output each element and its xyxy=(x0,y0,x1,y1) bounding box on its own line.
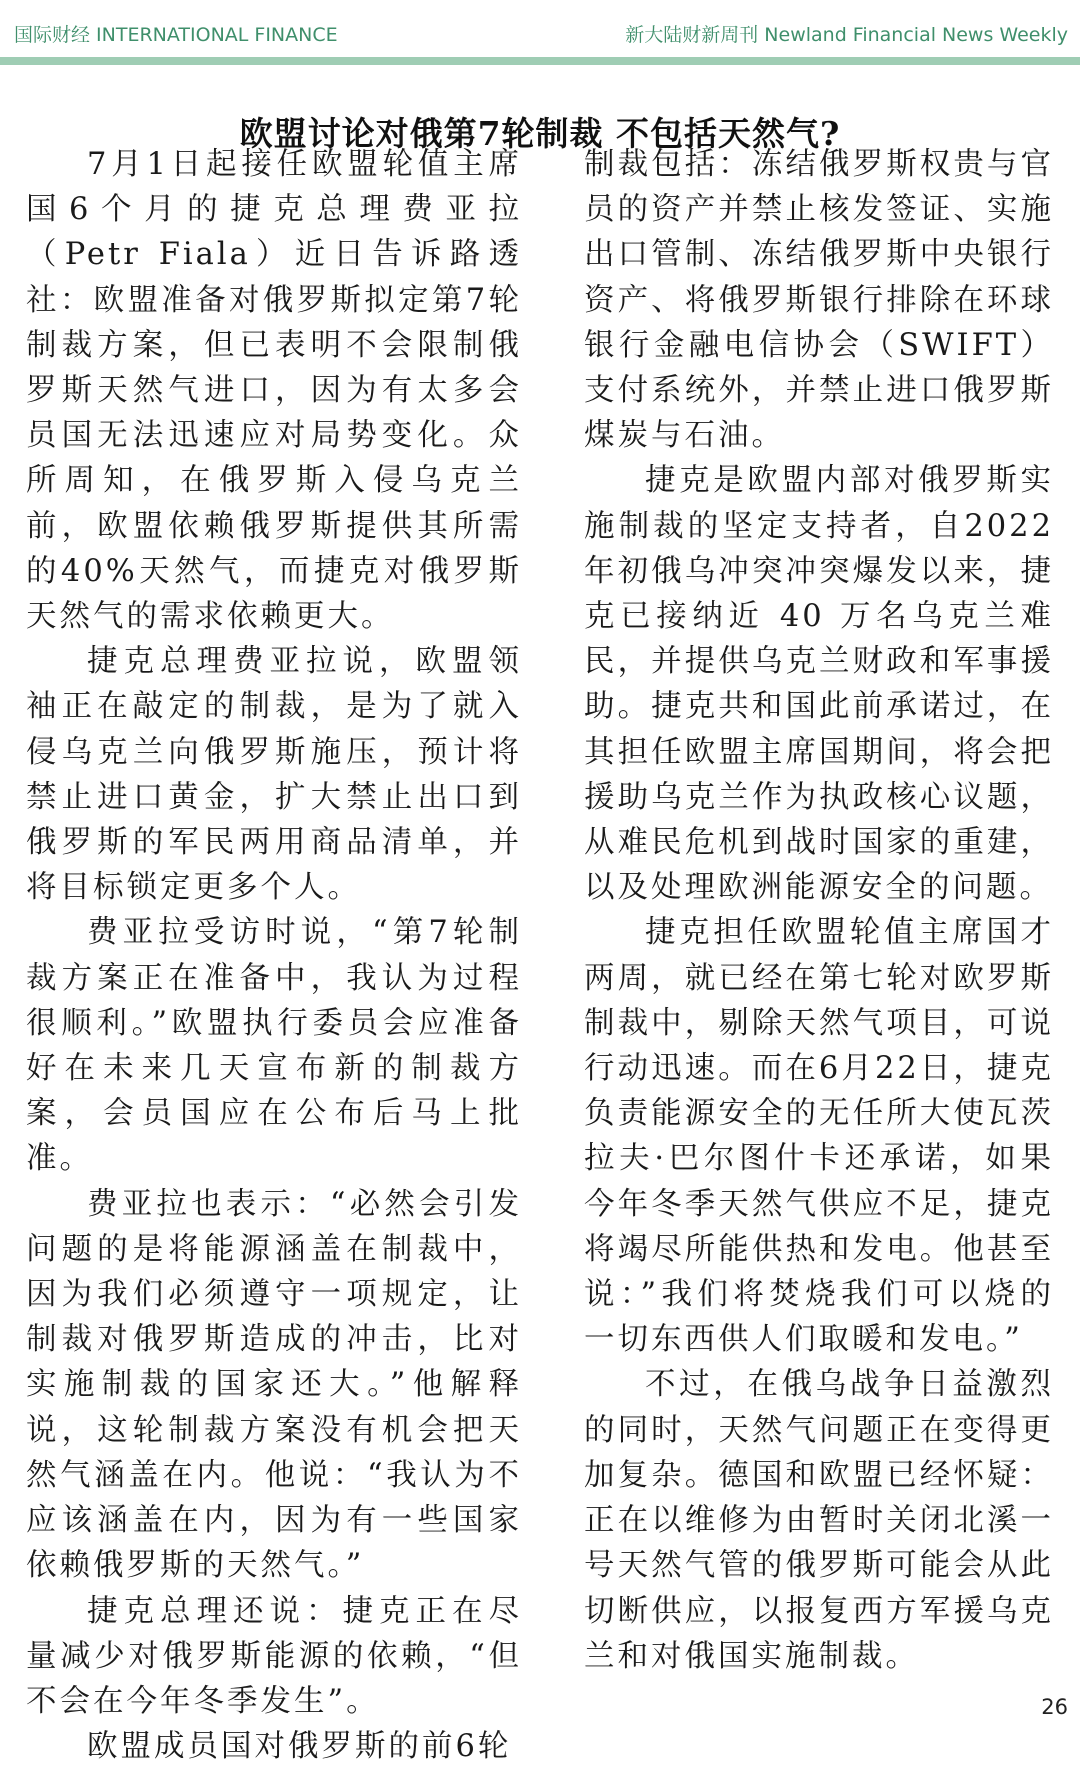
header-divider xyxy=(0,57,1080,65)
section-label: 国际财经 INTERNATIONAL FINANCE xyxy=(14,24,338,46)
publication-name: 新大陆财新周刊 Newland Financial News Weekly xyxy=(625,24,1068,46)
paragraph-left-1: 7月1日起接任欧盟轮值主席国6个月的捷克总理费亚拉（Petr Fiala）近日告诉路透社：欧盟准备对俄罗斯拟定第7轮制裁方案，但已表明不会限制俄罗斯天然气进口，因为有太多会员国无法迅速应对局势变化。众所周知，在俄罗斯入侵乌克兰前，欧盟依赖俄罗斯提供其所需的40%天然气，而捷克对俄罗斯天然气的需求依赖更大。 xyxy=(26,147,522,635)
page-number: 26 xyxy=(1041,1695,1068,1719)
paragraph-right-3: 捷克担任欧盟轮值主席国才两周，就已经在第七轮对欧罗斯制裁中，剔除天然气项目，可说行动迅速。而在6月22日，捷克负责能源安全的无任所大使瓦茨拉夫·巴尔图什卡还承诺，如果今年冬季天然气供应不足，捷克将竭尽所能供热和发电。他甚至说：”我们将焚烧我们可以烧的一切东西供人们取暖和发电。” xyxy=(584,915,1054,1358)
paragraph-right-4: 不过，在俄乌战争日益激烈的同时，天然气问题正在变得更加复杂。德国和欧盟已经怀疑：正在以维修为由暂时关闭北溪一号天然气管的俄罗斯可能会从此切断供应，以报复西方军援乌克兰和对俄国实施制裁。 xyxy=(584,1367,1054,1674)
article-column-right xyxy=(584,142,1054,1679)
article-column-left xyxy=(26,142,522,1769)
paragraph-left-2: 捷克总理费亚拉说，欧盟领袖正在敲定的制裁，是为了就入侵乌克兰向俄罗斯施压，预计将禁止进口黄金，扩大禁止出口到俄罗斯的军民两用商品清单，并将目标锁定更多个人。 xyxy=(26,644,522,906)
paragraph-left-5: 捷克总理还说：捷克正在尽量减少对俄罗斯能源的依赖，“但不会在今年冬季发生”。 xyxy=(26,1593,522,1719)
paragraph-left-6: 欧盟成员国对俄罗斯的前6轮 xyxy=(87,1729,512,1765)
paragraph-right-1: 制裁包括：冻结俄罗斯权贵与官员的资产并禁止核发签证、实施出口管制、冻结俄罗斯中央银行资产、将俄罗斯银行排除在环球银行金融电信协会（SWIFT）支付系统外，并禁止进口俄罗斯煤炭与石油。 xyxy=(584,147,1054,454)
paragraph-left-3: 费亚拉受访时说，“第7轮制裁方案正在准备中，我认为过程很顺利。”欧盟执行委员会应准备好在未来几天宣布新的制裁方案，会员国应在公布后马上批准。 xyxy=(26,915,522,1177)
paragraph-right-2: 捷克是欧盟内部对俄罗斯实施制裁的坚定支持者，自2022年初俄乌冲突冲突爆发以来，捷克已接纳近 40 万名乌克兰难民，并提供乌克兰财政和军事援助。捷克共和国此前承诺过，在其担任欧盟主席国期间，将会把援助乌克兰作为执政核心议题，从难民危机到战时国家的重建，以及处理欧洲能源安全的问题。 xyxy=(584,463,1054,906)
page-header xyxy=(0,0,1080,62)
article-title: 欧盟讨论对俄第7轮制裁 不包括天然气? xyxy=(239,114,841,154)
paragraph-left-4: 费亚拉也表示：“必然会引发问题的是将能源涵盖在制裁中，因为我们必须遵守一项规定，让制裁对俄罗斯造成的冲击，比对实施制裁的国家还大。”他解释说，这轮制裁方案没有机会把天然气涵盖在内。他说：“我认为不应该涵盖在内，因为有一些国家依赖俄罗斯的天然气。” xyxy=(26,1186,522,1584)
